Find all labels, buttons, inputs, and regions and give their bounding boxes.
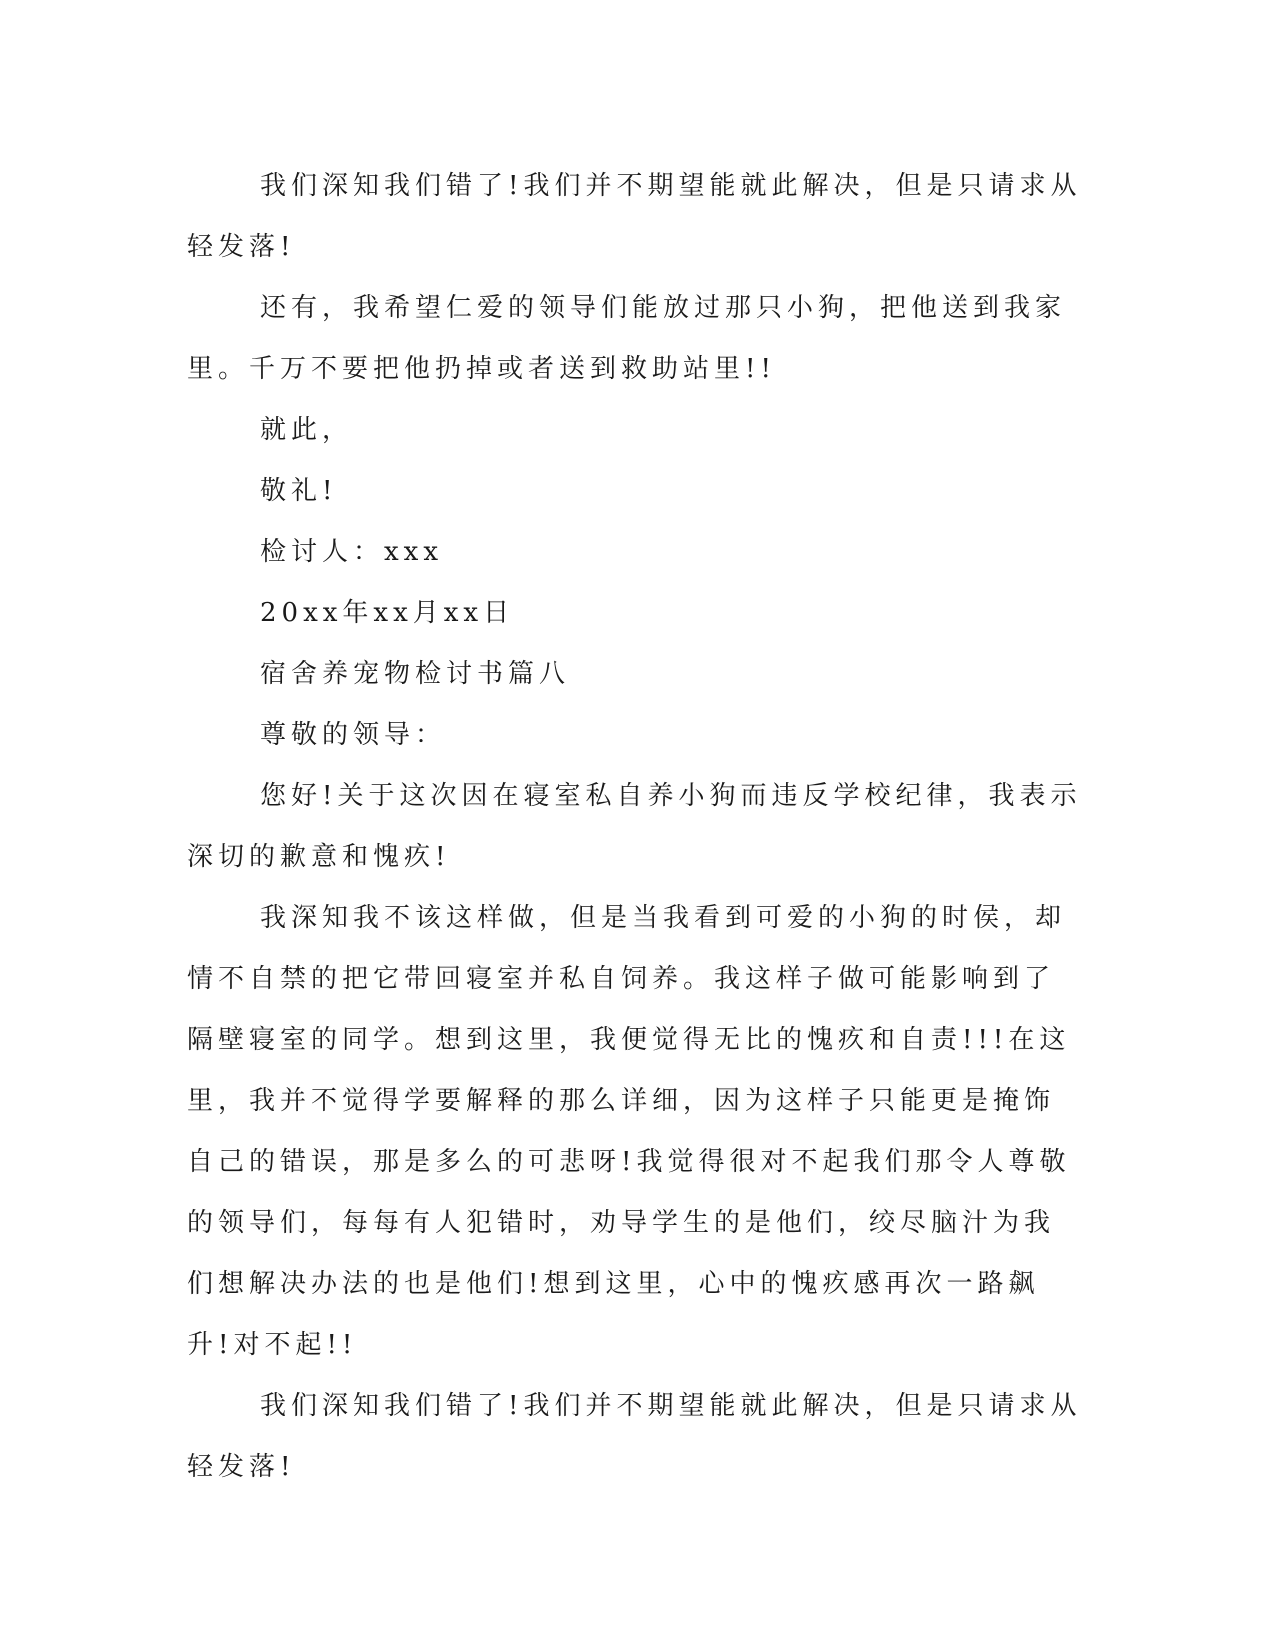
document-body xyxy=(187,156,1082,1498)
salutation: 尊敬的领导： xyxy=(260,720,447,750)
signature-line: 检讨人：xxx xyxy=(260,537,443,567)
paragraph-plea-repeat: 我们深知我们错了!我们并不期望能就此解决，但是只请求从轻发落! xyxy=(187,1391,1082,1482)
paragraph-dog-request: 还有，我希望仁爱的领导们能放过那只小狗，把他送到我家里。千万不要把他扔掉或者送到救助站里!! xyxy=(187,293,1067,384)
paragraph-closing: 就此， xyxy=(260,415,354,445)
paragraph-greeting: 您好!关于这次因在寝室私自养小狗而违反学校纪律，我表示深切的歉意和愧疚! xyxy=(187,781,1082,872)
paragraph-salute: 敬礼! xyxy=(260,476,338,506)
section-title: 宿舍养宠物检讨书篇八 xyxy=(260,659,571,689)
date-line: 20xx年xx月xx日 xyxy=(260,598,515,628)
paragraph-main: 我深知我不该这样做，但是当我看到可爱的小狗的时侯，却情不自禁的把它带回寝室并私自饲养。我这样子做可能影响到了隔壁寝室的同学。想到这里，我便觉得无比的愧疚和自责!!!在这里，我并不觉得学要解释的那么详细，因为这样子只能更是掩饰自己的错误，那是多么的可悲呀!我觉得很对不起我们那令人尊敬的领导们，每每有人犯错时，劝导学生的是他们，绞尽脑汁为我们想解决办法的也是他们!想到这里，心中的愧疚感再次一路飙升!对不起!! xyxy=(187,903,1071,1360)
paragraph-plea: 我们深知我们错了!我们并不期望能就此解决，但是只请求从轻发落! xyxy=(187,171,1082,262)
